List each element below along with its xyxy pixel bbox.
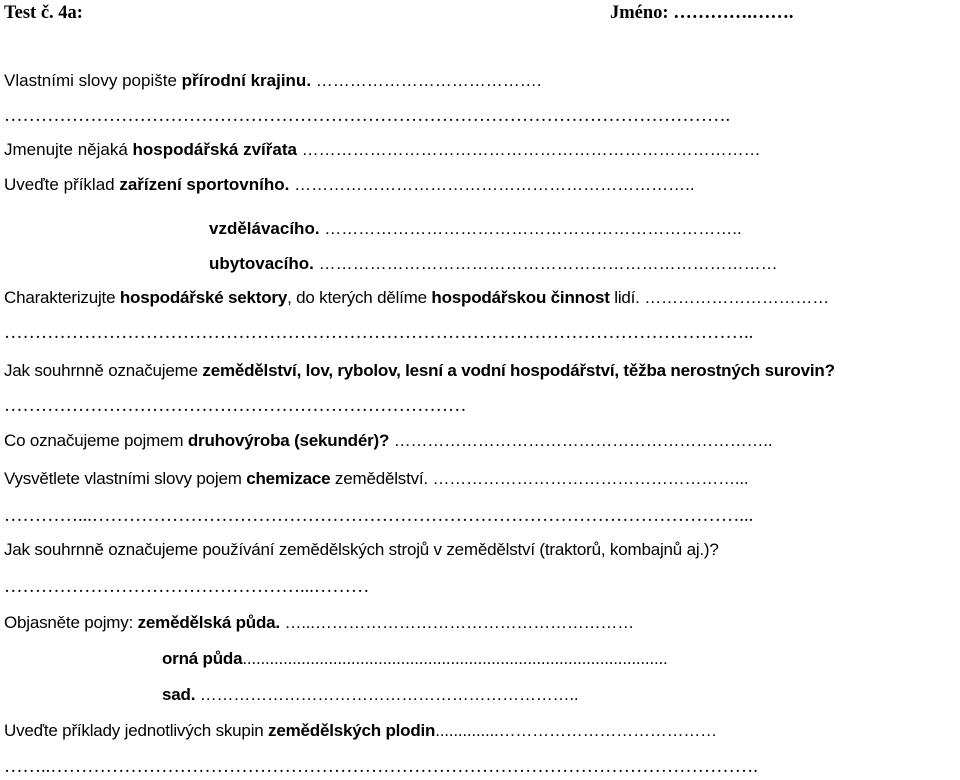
question-keyword: druhovýroba (sekundér)? [187, 431, 390, 450]
question-facilities [4, 172, 960, 198]
term-orchard [4, 682, 960, 708]
question-keyword: hospodářskou činnost [431, 288, 610, 307]
header-line [4, 0, 960, 26]
question-keyword: hospodářské sektory [119, 288, 288, 307]
question-text: , do kterých dělíme [287, 288, 432, 307]
answer-line: …………………………………………...……… [4, 577, 370, 597]
question-keyword: přírodní krajinu. [181, 71, 312, 90]
answer-blank: ..............………………………………… [435, 721, 717, 740]
question-keyword: zemědělství, lov, rybolov, lesní a vodní hospodářství, těžba nerostných surovin? [202, 361, 835, 380]
question-livestock [4, 428, 960, 454]
answer-line: ………………………………………………………………………………………………………. [4, 106, 731, 126]
answer-blank: …………………………… [644, 288, 830, 307]
question-keyword: zemědělských plodin [268, 721, 436, 740]
question-text: lidí. [609, 288, 645, 307]
question-text: Vlastními slovy popište [4, 71, 182, 90]
question-keyword: hospodářská zvířata [132, 140, 297, 159]
question-text: Jmenujte nějaká [4, 140, 133, 159]
question-text: Objasněte pojmy: [4, 613, 138, 632]
answer-blank: …...………………………………………………… [279, 613, 635, 632]
question-keyword: sad. [162, 685, 196, 704]
answer-blank: .............................................................................................. [242, 649, 668, 668]
answer-blank: ……………………………………………………………….. [319, 219, 742, 238]
question-keyword: zemědělská půda. [137, 613, 280, 632]
facility-accommodation [4, 251, 960, 277]
answer-blank: ………………………………………………………….. [389, 431, 773, 450]
question-keyword: zařízení sportovního. [119, 175, 290, 194]
question-define-terms [4, 610, 960, 636]
question-keyword: orná půda [162, 649, 243, 668]
question-text: zemědělství. [330, 469, 433, 488]
answer-line: ………………………………………………………………… [4, 396, 467, 416]
question-text: Uveďte příklady jednotlivých skupin [4, 721, 269, 740]
question-keyword: ubytovacího. [209, 254, 314, 273]
question-text: Co označujeme pojmem [4, 431, 188, 450]
question-text: Uveďte příklad [4, 175, 120, 194]
name-label: Jméno: ………….……. [610, 3, 794, 23]
question-economic-sectors [4, 285, 960, 311]
question-chemization [4, 466, 960, 492]
answer-line: ………………………………………………………………………………………………………….. [4, 323, 754, 343]
answer-blank: …………………………………. [311, 71, 542, 90]
question-keyword: vzdělávacího. [209, 219, 320, 238]
question-natural-landscape [4, 68, 960, 94]
question-crop-groups [4, 718, 960, 744]
question-keyword: chemizace [246, 469, 331, 488]
answer-blank: ………………………………………………………….. [195, 685, 579, 704]
question-farm-animals [4, 137, 960, 163]
answer-line: ……..……………………………………………………………………………………………………. [4, 757, 758, 777]
answer-blank: …………………………………………………………….. [289, 175, 695, 194]
answer-blank: ………………………………………………... [432, 469, 749, 488]
answer-line: …………...……………………………………………………………………………………………... [4, 506, 754, 526]
term-arable-land [4, 646, 960, 672]
answer-blank: ……………………………………………………………………… [313, 254, 778, 273]
question-text: Jak souhrnně označujeme [4, 361, 203, 380]
question-mechanization: Jak souhrnně označujeme používání zemědělských strojů v zemědělství (traktorů, kombajnů aj.)? [4, 540, 719, 559]
question-text: Charakterizujte [4, 288, 120, 307]
answer-blank: ……………………………………………………………………… [296, 140, 761, 159]
question-primary-sector [4, 358, 960, 384]
facility-educational [4, 216, 960, 242]
test-number: Test č. 4a: [4, 3, 83, 23]
question-text: Vysvětlete vlastními slovy pojem [4, 469, 247, 488]
